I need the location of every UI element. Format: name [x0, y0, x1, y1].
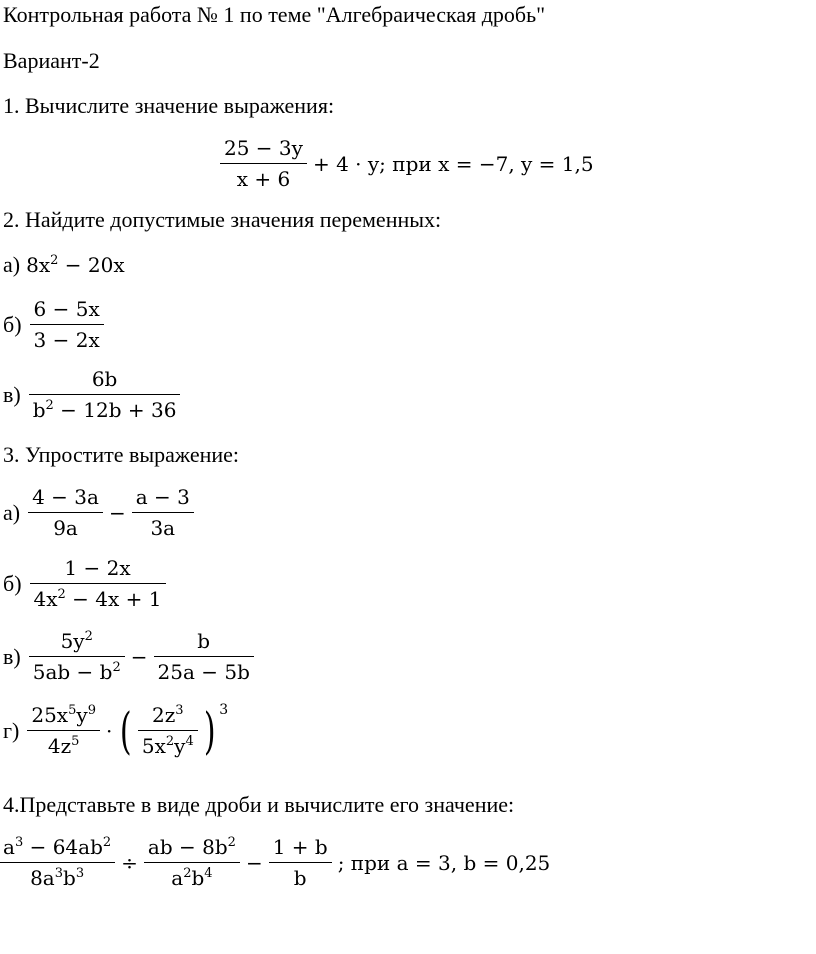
task2-item-v	[3, 364, 182, 425]
item-label: а)	[3, 499, 21, 525]
task4-fraction-1	[0, 832, 115, 893]
fraction-numerator: $25x^5y^9$	[31, 703, 96, 727]
task2-a-expression: $8x^2 - 20x$	[26, 253, 125, 277]
document-title: Контрольная работа № 1 по теме "Алгебраическая дробь"	[3, 2, 546, 27]
minus-operator: −	[108, 500, 126, 525]
left-parenthesis: (	[120, 701, 132, 760]
task2-item-a	[3, 252, 125, 278]
divide-operator: ÷	[121, 850, 138, 875]
fraction-denominator: 9a	[53, 516, 78, 540]
fraction-numerator: $5y^2$	[60, 629, 93, 653]
fraction-denominator: 3 − 2x	[33, 328, 100, 352]
fraction-numerator: b	[197, 629, 211, 653]
item-label: а)	[3, 252, 21, 277]
fraction-numerator: 6 − 5x	[33, 297, 100, 321]
task3-v-fraction-2	[154, 626, 254, 687]
task3-heading: 3. Упростите выражение:	[3, 442, 240, 467]
item-label: б)	[3, 570, 22, 596]
fraction-denominator: 25a − 5b	[157, 660, 250, 684]
fraction-denominator: 3a	[150, 516, 176, 540]
fraction-denominator: $5x^2y^4$	[141, 734, 194, 758]
item-label: б)	[3, 311, 22, 337]
fraction-numerator: 6b	[91, 367, 118, 391]
task3-a-fraction-2	[132, 482, 194, 543]
fraction-denominator: $8a^3b^3$	[30, 866, 85, 890]
multiply-operator: ·	[105, 718, 113, 743]
fraction-denominator: $4x^2 - 4x + 1$	[33, 587, 162, 611]
task3-item-b	[3, 553, 168, 614]
minus-operator: −	[130, 644, 148, 669]
task3-g-fraction-1	[27, 700, 100, 761]
task3-g-fraction-2	[138, 700, 198, 761]
fraction-numerator: 25 − 3y	[224, 136, 303, 160]
task1-fraction	[220, 133, 307, 194]
fraction-numerator: $2z^3$	[152, 703, 184, 727]
variant-label: Вариант-2	[3, 48, 100, 73]
task2-heading: 2. Найдите допустимые значения переменных:	[3, 207, 442, 232]
item-label: в)	[3, 643, 21, 669]
fraction-numerator: 1 + b	[272, 835, 328, 859]
fraction-denominator: $5ab - b^2$	[32, 660, 121, 684]
task3-item-a	[3, 482, 196, 543]
fraction-numerator: a − 3	[135, 485, 190, 509]
task3-item-v	[3, 626, 256, 687]
task3-a-fraction-1	[28, 482, 103, 543]
task4-condition: ; при a = 3, b = 0,25	[337, 850, 551, 875]
task4-fraction-3	[269, 832, 332, 893]
task2-v-fraction	[29, 364, 181, 425]
fraction-denominator: $4z^5$	[47, 734, 80, 758]
item-label: в)	[3, 381, 21, 407]
task4-expression	[3, 832, 554, 893]
fraction-numerator: $a^3 - 64ab^2$	[3, 835, 112, 859]
task3-v-fraction-1	[29, 626, 125, 687]
fraction-denominator: x + 6	[236, 167, 291, 191]
fraction-denominator: $a^2b^4$	[171, 866, 213, 890]
fraction-numerator: 4 − 3a	[32, 485, 99, 509]
power-exponent: 3	[219, 702, 229, 718]
fraction-denominator: $b^2 - 12b + 36$	[32, 398, 177, 422]
task3-item-g	[3, 700, 228, 761]
task1-heading: 1. Вычислите значение выражения:	[3, 93, 335, 118]
item-label: г)	[3, 717, 20, 743]
task2-item-b	[3, 294, 106, 355]
minus-operator: −	[245, 850, 263, 875]
right-parenthesis: )	[203, 701, 216, 760]
task1-rest: + 4 · y; при x = −7, y = 1,5	[312, 151, 594, 176]
fraction-denominator: b	[293, 866, 307, 890]
task4-heading: 4.Представьте в виде дроби и вычислите его значение:	[3, 792, 515, 817]
task1-expression	[218, 133, 598, 194]
task2-b-fraction	[30, 294, 104, 355]
fraction-numerator: ab − $8b^2$	[147, 835, 236, 859]
task3-b-fraction	[30, 553, 166, 614]
fraction-numerator: 1 − 2x	[64, 556, 131, 580]
task4-fraction-2	[144, 832, 240, 893]
